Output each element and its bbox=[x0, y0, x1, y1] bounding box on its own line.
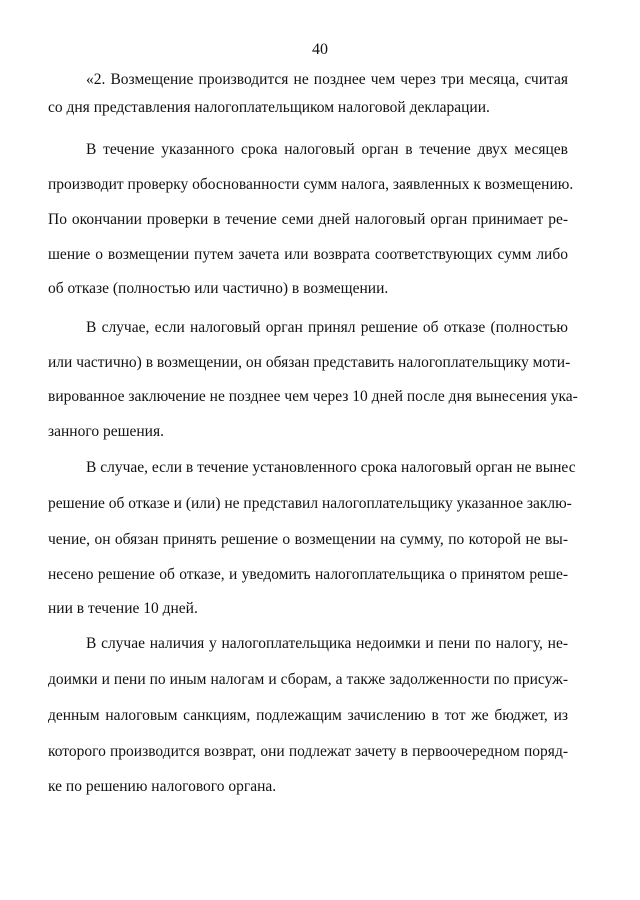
text-line: В случае, если налоговый орган принял решение об отказе (полностью bbox=[86, 319, 568, 336]
text-line: нии в течение 10 дней. bbox=[48, 600, 198, 617]
text-line: занного решения. bbox=[48, 423, 164, 440]
text-line: В случае наличия у налогоплательщика недоимки и пени по налогу, не- bbox=[86, 635, 568, 652]
text-line: об отказе (полностью или частично) в возмещении. bbox=[48, 280, 389, 297]
text-line: денным налоговым санкциям, подлежащим зачислению в тот же бюджет, из bbox=[48, 707, 568, 724]
text-line: несено решение об отказе, и уведомить налогоплательщика о принятом реше- bbox=[48, 566, 568, 583]
text-line: чение, он обязан принять решение о возмещении на сумму, по которой не вы- bbox=[48, 531, 568, 548]
text-line: В течение указанного срока налоговый орган в течение двух месяцев bbox=[86, 141, 568, 158]
text-line: шение о возмещении путем зачета или возврата соответствующих сумм либо bbox=[48, 246, 568, 263]
text-line: которого производится возврат, они подлежат зачету в первоочередном поряд- bbox=[48, 743, 568, 760]
page-number: 40 bbox=[312, 41, 328, 58]
text-line: ке по решению налогового органа. bbox=[48, 778, 277, 795]
text-line: доимки и пени по иным налогам и сборам, а также задолженности по присуж- bbox=[48, 671, 568, 688]
text-line: В случае, если в течение установленного срока налоговый орган не вынес bbox=[86, 459, 576, 476]
text-line: или частично) в возмещении, он обязан представить налогоплательщику моти- bbox=[48, 354, 571, 371]
text-line: решение об отказе и (или) не представил налогоплательщику указанное заклю- bbox=[48, 495, 572, 512]
text-line: со дня представления налогоплательщиком налоговой декларации. bbox=[48, 99, 490, 116]
text-line: По окончании проверки в течение семи дней налоговый орган принимает ре- bbox=[48, 211, 568, 228]
text-line: «2. Возмещение производится не позднее чем через три месяца, считая bbox=[86, 71, 568, 88]
text-line: производит проверку обоснованности сумм налога, заявленных к возмещению. bbox=[48, 176, 574, 193]
text-line: вированное заключение не позднее чем через 10 дней после дня вынесения ука- bbox=[48, 388, 578, 405]
